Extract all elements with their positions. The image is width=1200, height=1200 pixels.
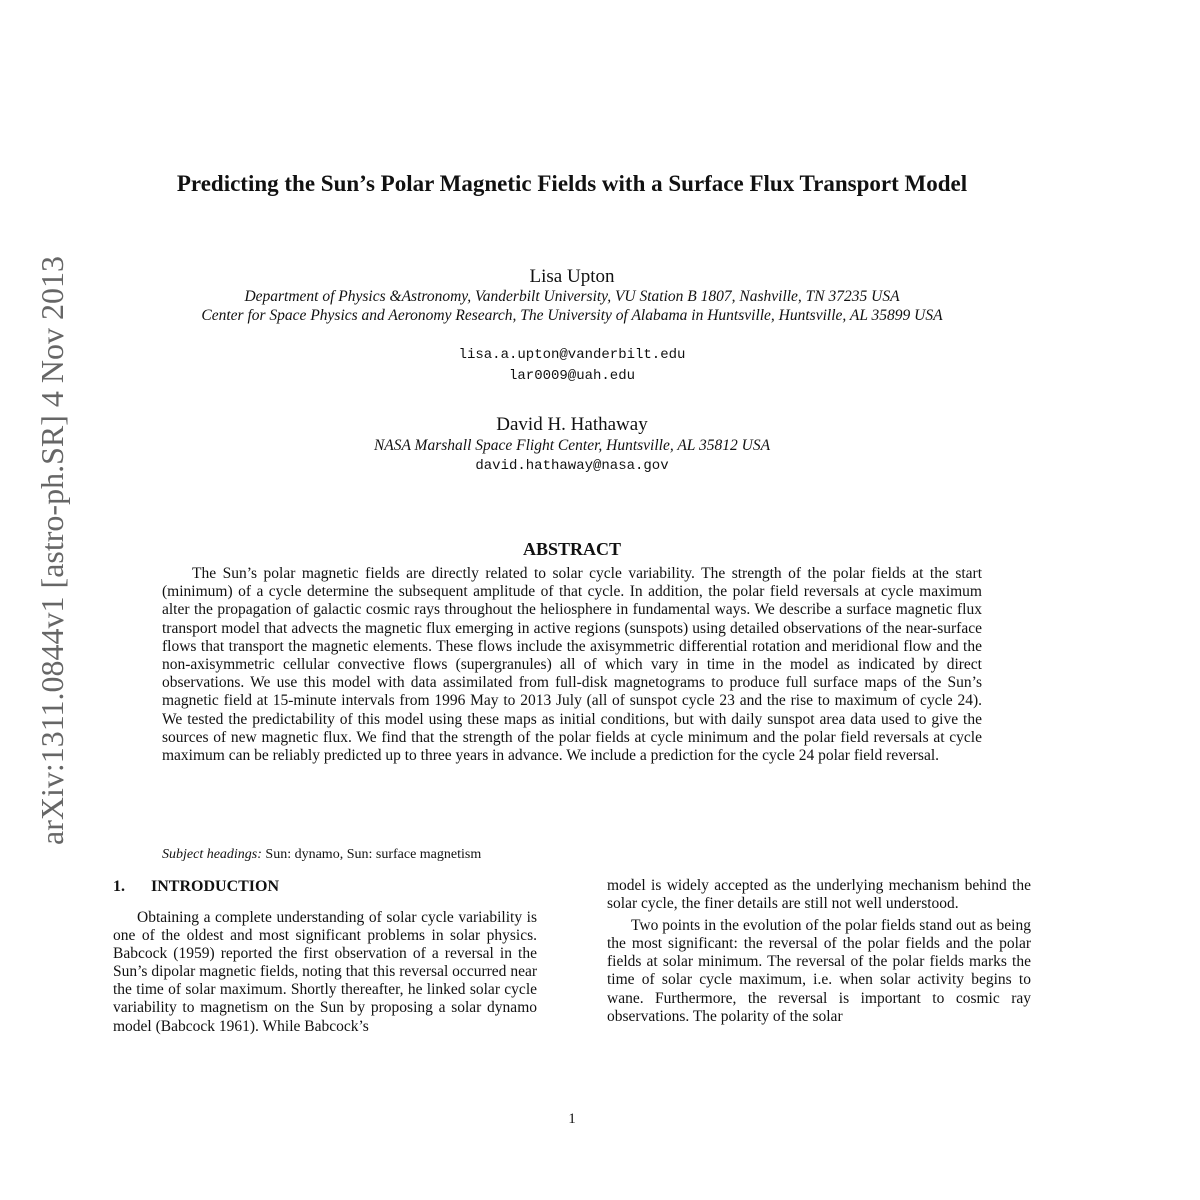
body-paragraph: Two points in the evolution of the polar fields stand out as being the most significant: the reversal of the polar fields and the polar fields at solar minimum. The reversal of the polar fields marks the time of solar cycle maximum, i.e. when solar activity begins to wane. Furthermore, the reversal is important to cosmic ray observations. The polarity of the solar <box>607 917 1031 1025</box>
author-email[interactable]: lar0009@uah.edu <box>508 368 636 384</box>
author-email[interactable]: david.hathaway@nasa.gov <box>475 458 669 474</box>
section-number: 1. <box>113 878 125 895</box>
paper-title: Predicting the Sun’s Polar Magnetic Fields with a Surface Flux Transport Model <box>176 171 968 196</box>
page-number: 1 <box>568 1111 576 1127</box>
subject-headings-label: Subject headings: <box>162 847 262 862</box>
left-column <box>113 877 537 1036</box>
body-paragraph: Obtaining a complete understanding of solar cycle variability is one of the oldest and most significant problems in solar physics. Babcock (1959) reported the first observation of a reversal in the Sun’s dipolar magnetic fields, noting that this reversal occurred near the time of solar maximum. Shortly thereafter, he linked solar cycle variability to magnetism on the Sun by proposing a solar dynamo model (Babcock 1961). While Babcock’s <box>113 909 537 1035</box>
author-affiliation: NASA Marshall Space Flight Center, Huntsville, AL 35812 USA <box>373 437 771 454</box>
arxiv-identifier-stamp[interactable]: arXiv:1311.0844v1 [astro-ph.SR] 4 Nov 2013 <box>34 256 70 845</box>
body-paragraph-continuation: model is widely accepted as the underlying mechanism behind the solar cycle, the finer details are still not well understood. <box>607 877 1031 913</box>
right-column <box>607 877 1031 1026</box>
author-name-upton: Lisa Upton <box>529 266 615 287</box>
abstract-text: The Sun’s polar magnetic fields are directly related to solar cycle variability. The strength of the polar fields at the start (minimum) of a cycle determine the subsequent amplitude of that cycle. In addition, the polar field reversals at cycle maximum alter the propagation of galactic cosmic rays throughout the heliosphere in fundamental ways. We describe a surface magnetic flux transport model that advects the magnetic flux emerging in active regions (sunspots) using detailed observations of the near-surface flows that transport the magnetic elements. These flows include the axisymmetric differential rotation and meridional flow and the non-axisymmetric cellular convective flows (supergranules) all of which vary in time in the model as indicated by direct observations. We use this model with data assimilated from full-disk magnetograms to produce full surface maps of the Sun’s magnetic field at 15-minute intervals from 1996 May to 2013 July (all of sunspot cycle 23 and the rise to maximum of cycle 24). We tested the predictability of this model using these maps as initial conditions, but with daily sunspot area data used to give the sources of new magnetic flux. We find that the strength of the polar fields at cycle minimum and the polar field reversals at cycle maximum can be reliably predicted up to three years in advance. We include a prediction for the cycle 24 polar field reversal. <box>162 565 982 765</box>
author-name-hathaway: David H. Hathaway <box>496 414 648 435</box>
subject-headings <box>162 846 982 864</box>
section-heading <box>113 877 537 897</box>
abstract-heading: ABSTRACT <box>522 539 622 559</box>
author-affiliation: Department of Physics &Astronomy, Vanderbilt University, VU Station B 1807, Nashville, TN 37235 USA <box>244 288 900 305</box>
section-title: INTRODUCTION <box>151 878 280 895</box>
subject-headings-value: Sun: dynamo, Sun: surface magnetism <box>265 847 482 862</box>
author-affiliation: Center for Space Physics and Aeronomy Research, The University of Alabama in Huntsville, Huntsville, AL 35899 USA <box>201 307 943 324</box>
author-email[interactable]: lisa.a.upton@vanderbilt.edu <box>458 347 686 363</box>
